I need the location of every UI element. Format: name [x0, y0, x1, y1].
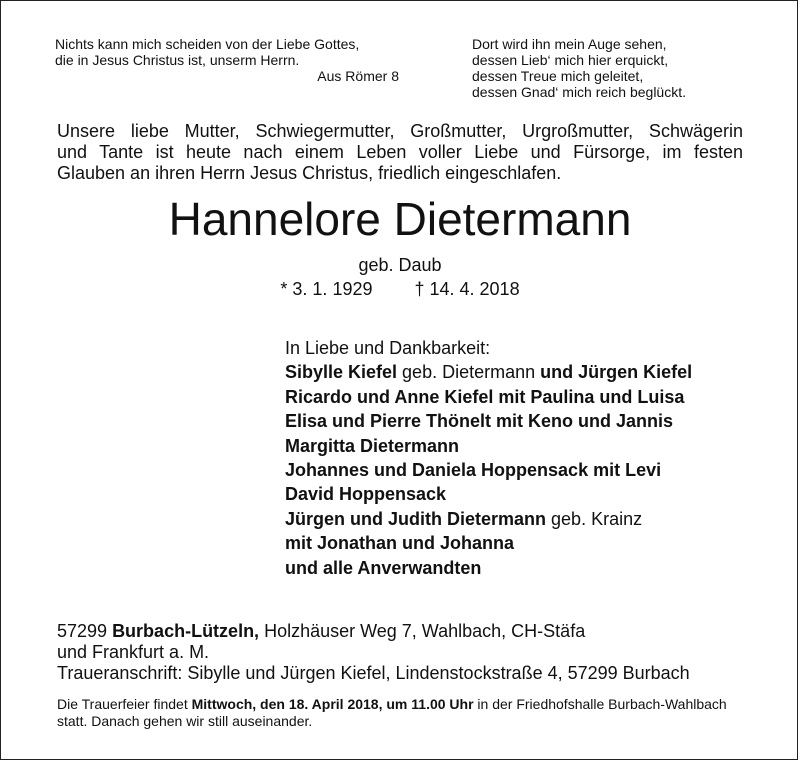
family-list: [285, 336, 692, 580]
mourning-address: Traueranschrift: Sibylle und Jürgen Kiefel, Lindenstockstraße 4, 57299 Burbach: [57, 663, 690, 683]
service-text: Die Trauerfeier findet: [57, 696, 192, 712]
family-row: und alle Anverwandten: [285, 557, 482, 578]
family-row: David Hoppensack: [285, 484, 447, 505]
family-row: Elisa und Pierre Thönelt mit Keno und Jannis: [285, 411, 674, 432]
address-line: [57, 621, 690, 642]
verse-right-line: dessen Lieb‘ mich hier erquickt,: [472, 52, 669, 68]
verse-left-line: Nichts kann mich scheiden von der Liebe Gottes,: [55, 36, 360, 52]
family-row: Margitta Dietermann: [285, 435, 460, 456]
family-name: und Jürgen Kiefel: [540, 362, 693, 383]
family-row: mit Jonathan und Johanna: [285, 533, 515, 554]
maiden-name: geb. Daub: [358, 255, 442, 275]
verse-right: [472, 36, 686, 100]
service-notice: [57, 696, 757, 730]
family-row: Johannes und Daniela Hoppensack mit Levi: [285, 459, 662, 480]
death-date: † 14. 4. 2018: [414, 279, 520, 299]
intro-line: Unsere liebe Mutter, Schwiegermutter, Großmutter, Urgroßmutter, Schwägerin: [57, 121, 743, 141]
verse-right-line: dessen Gnad‘ mich reich beglückt.: [472, 84, 686, 100]
family-row: [285, 360, 692, 384]
address-block: [57, 621, 690, 684]
intro-text: [57, 121, 743, 184]
service-datetime: Mittwoch, den 18. April 2018, um 11.00 Uhr: [191, 696, 474, 712]
verse-right-line: Dort wird ihn mein Auge sehen,: [472, 36, 667, 52]
verse-left: [55, 36, 399, 84]
zip-code: 57299: [57, 621, 113, 641]
family-heading: In Liebe und Dankbarkeit:: [285, 338, 491, 358]
intro-line: und Tante ist heute nach einem Leben voller Liebe und Fürsorge, im festen: [57, 142, 743, 162]
family-nee: geb. Dietermann: [397, 362, 541, 383]
family-name: Sibylle Kiefel: [285, 362, 398, 383]
address-rest: Holzhäuser Weg 7, Wahlbach, CH-Stäfa: [259, 621, 586, 641]
family-row: [285, 507, 692, 531]
town: Burbach-Lützeln,: [112, 621, 260, 641]
deceased-name: Hannelore Dietermann: [168, 193, 632, 245]
service-text: in der Friedhofshalle Burbach-Wahlbach statt. Danach gehen wir still auseinander.: [57, 696, 727, 729]
family-row: Ricardo und Anne Kiefel mit Paulina und Luisa: [285, 386, 685, 407]
verse-left-line: die in Jesus Christus ist, unserm Herrn.: [55, 52, 300, 68]
verse-reference: Aus Römer 8: [317, 68, 399, 84]
birth-date: * 3. 1. 1929: [280, 279, 373, 299]
family-name: Jürgen und Judith Dietermann: [285, 508, 547, 529]
family-nee: geb. Krainz: [546, 508, 643, 529]
verse-right-line: dessen Treue mich geleitet,: [472, 68, 644, 84]
life-dates: [0, 278, 800, 300]
address-line: und Frankfurt a. M.: [57, 642, 210, 662]
intro-line: Glauben an ihren Herrn Jesus Christus, friedlich eingeschlafen.: [57, 163, 562, 183]
